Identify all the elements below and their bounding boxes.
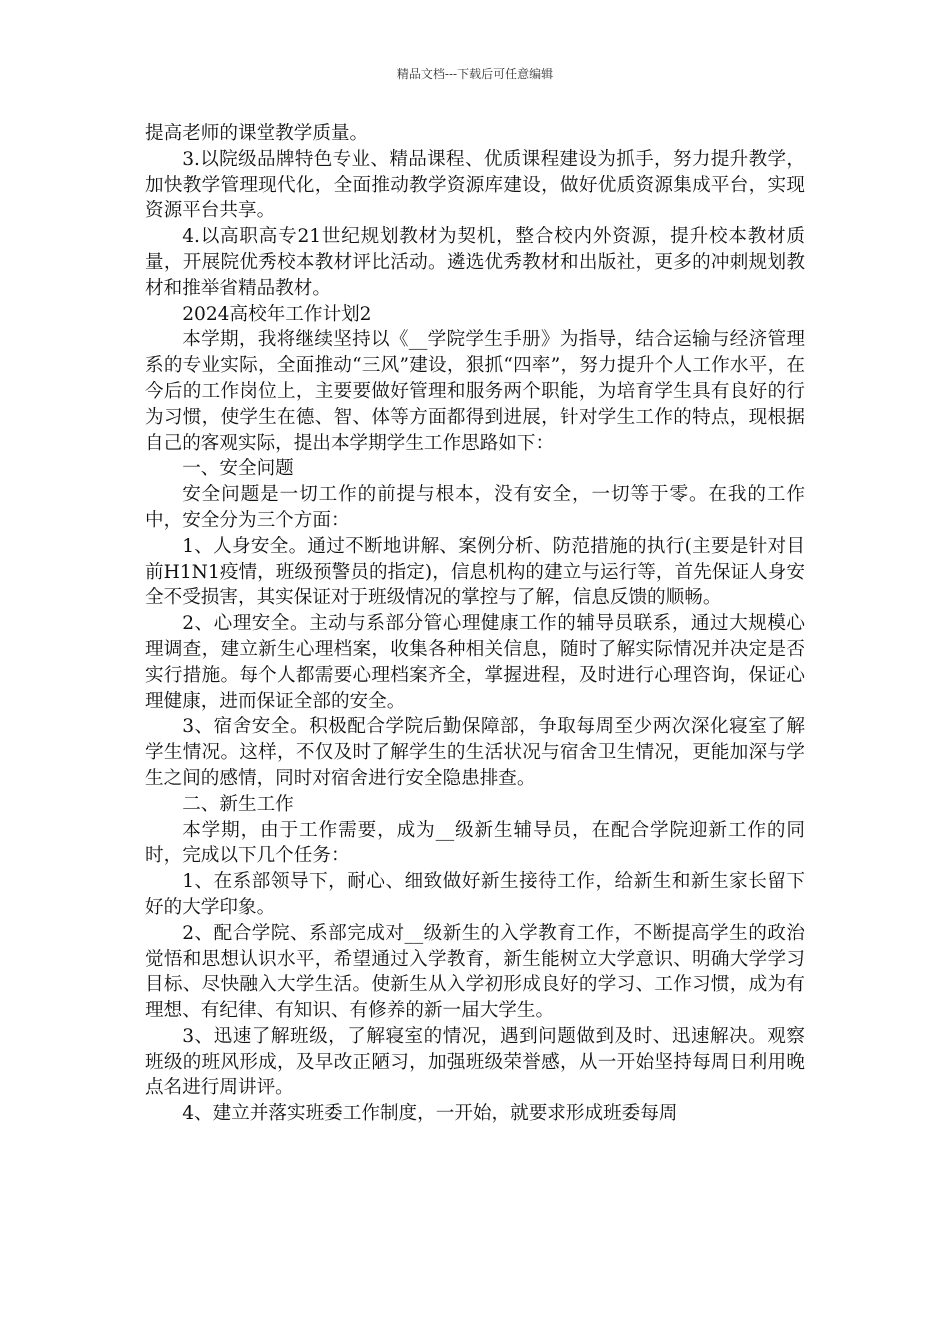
section-heading: 二、新生工作: [182, 793, 294, 815]
paragraph: 1、在系部领导下，耐心、细致做好新生接待工作，给新生和新生家长留下好的大学印象。: [145, 871, 805, 918]
paragraph: 1、人身安全。通过不断地讲解、案例分析、防范措施的执行(主要是针对目前H1N1疫情，班级预警员的指定)，信息机构的建立与运行等，首先保证人身安全不受损害，其实保证对于班级情况的掌控与了解，信息反馈的顺畅。: [145, 535, 805, 609]
section-heading: 一、安全问题: [182, 458, 294, 480]
page-header: 精品文档---下载后可任意编辑: [396, 67, 554, 81]
paragraph: 3、宿舍安全。积极配合学院后勤保障部，争取每周至少两次深化寝室了解学生情况。这样，不仅及时了解学生的生活状况与宿舍卫生情况，更能加深与学生之间的感情，同时对宿舍进行安全隐患排查。: [145, 716, 805, 789]
paragraph: 2、配合学院、系部完成对__级新生的入学教育工作，不断提高学生的政治觉悟和思想认识水平，希望通过入学教育，新生能树立大学意识、明确大学学习目标、尽快融入大学生活。使新生从入学初形成良好的学习、工作习惯，成为有理想、有纪律、有知识、有修养的新一届大学生。: [145, 922, 805, 1022]
paragraph: 4.以高职高专21世纪规划教材为契机，整合校内外资源，提升校本教材质量，开展院优秀校本教材评比活动。遴选优秀教材和出版社，更多的冲刺规划教材和推举省精品教材。: [145, 226, 805, 299]
paragraph: 提高老师的课堂教学质量。: [145, 123, 369, 144]
paragraph: 3、迅速了解班级，了解寝室的情况，遇到问题做到及时、迅速解决。观察班级的班风形成，及早改正陋习，加强班级荣誉感，从一开始坚持每周日利用晚点名进行周讲评。: [145, 1025, 805, 1099]
paragraph: 4、建立并落实班委工作制度，一开始，就要求形成班委每周: [182, 1103, 678, 1125]
paragraph: 3.以院级品牌特色专业、精品课程、优质课程建设为抓手，努力提升教学，加快教学管理现代化，全面推动教学资源库建设，做好优质资源集成平台，实现资源平台共享。: [145, 148, 805, 222]
document-body: [145, 121, 805, 1127]
paragraph: 本学期，我将继续坚持以《__学院学生手册》为指导，结合运输与经济管理系的专业实际，全面推动“三风”建设，狠抓“四率”，努力提升个人工作水平，在今后的工作岗位上，主要要做好管理和服务两个职能，为培育学生具有良好的行为习惯，使学生在德、智、体等方面都得到进展，针对学生工作的特点，现根据自己的客观实际，提出本学期学生工作思路如下：: [145, 329, 805, 454]
paragraph: 本学期，由于工作需要，成为__级新生辅导员，在配合学院迎新工作的同时，完成以下几个任务：: [145, 819, 805, 867]
section-title: 2024高校年工作计划2: [182, 303, 372, 325]
paragraph: 2、心理安全。主动与系部分管心理健康工作的辅导员联系，通过大规模心理调查，建立新生心理档案，收集各种相关信息，随时了解实际情况并决定是否实行措施。每个人都需要心理档案齐全，掌握进程，及时进行心理咨询，保证心理健康，进而保证全部的安全。: [145, 613, 805, 712]
paragraph: 安全问题是一切工作的前提与根本，没有安全，一切等于零。在我的工作中，安全分为三个方面：: [145, 484, 805, 531]
